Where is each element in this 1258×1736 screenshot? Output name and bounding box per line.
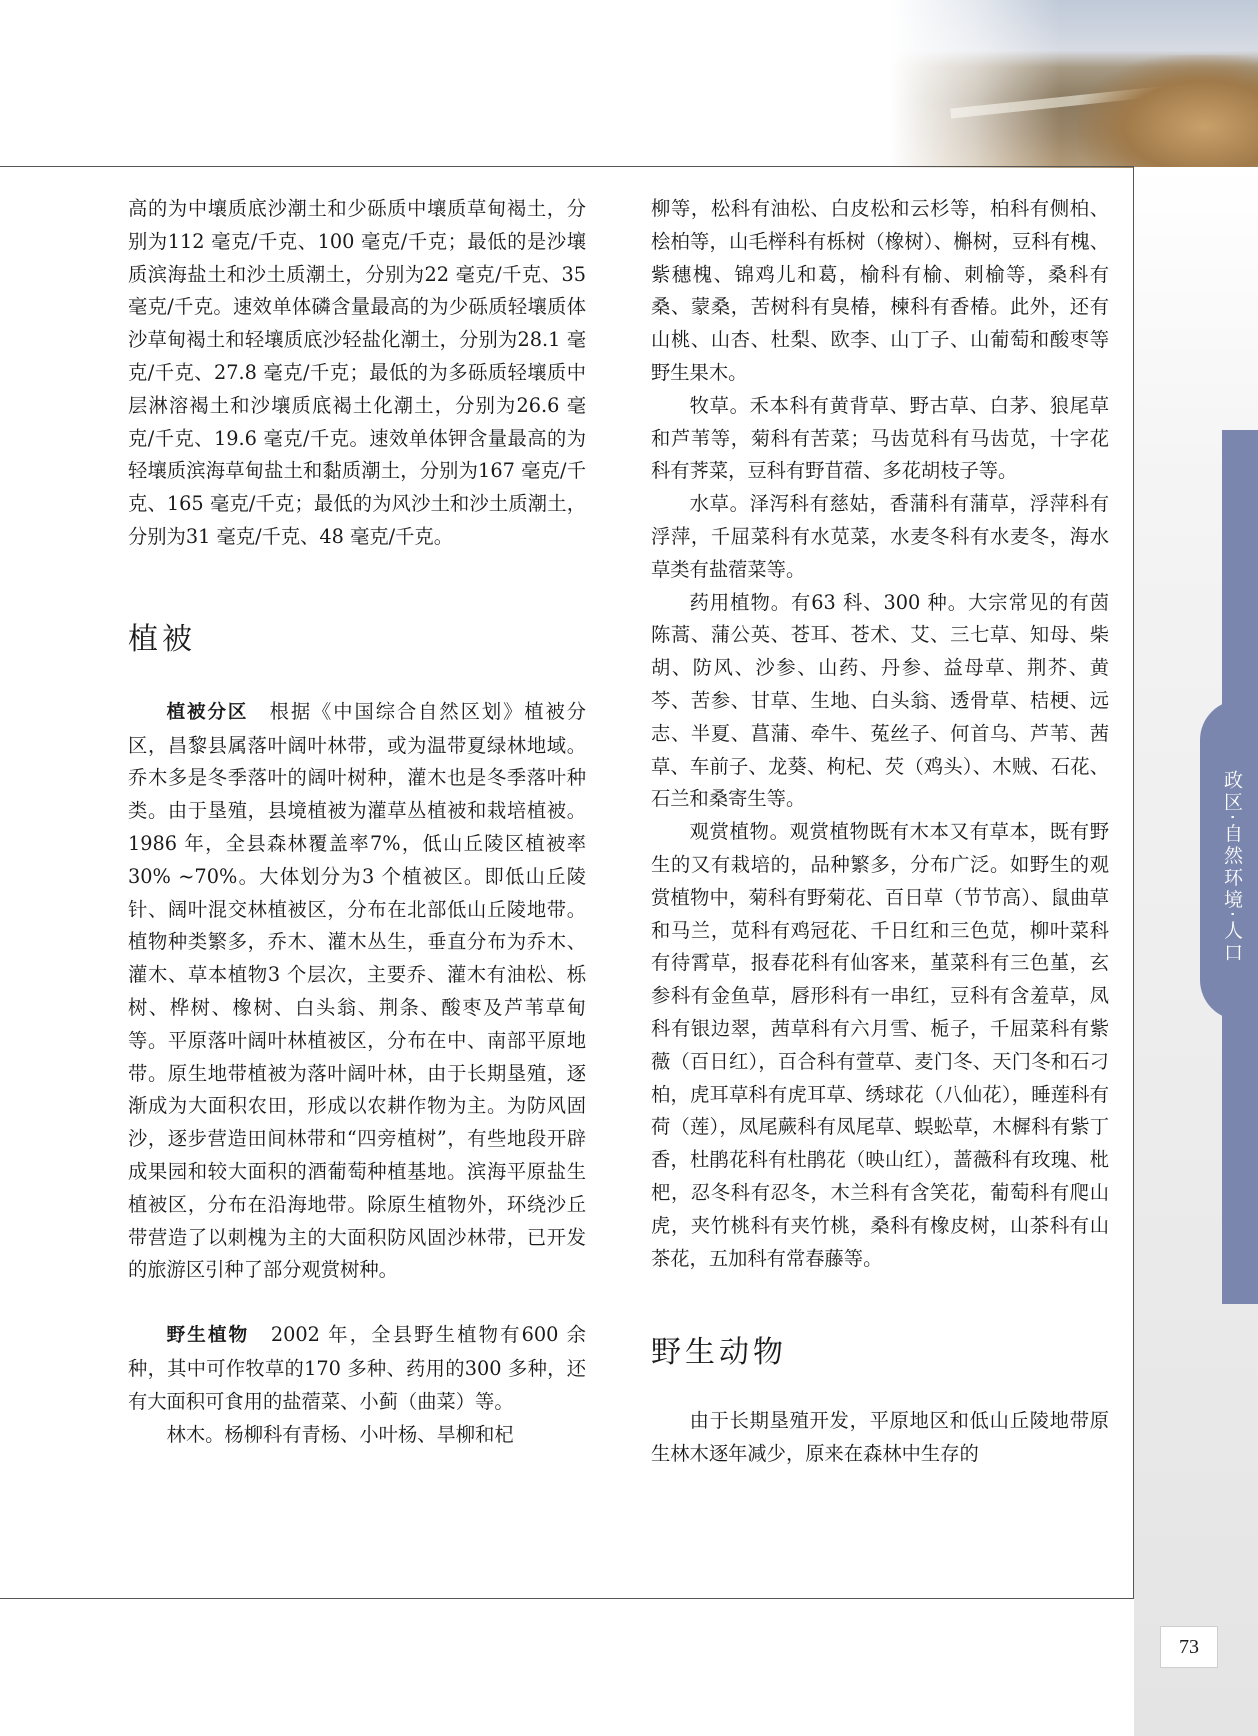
lead-wild-plants: 野生植物 xyxy=(166,1325,250,1347)
paragraph-medicinal: 药用植物。有63 科、300 种。大宗常见的有茵陈蒿、蒲公英、苍耳、苍术、艾、三七草、知母、柴胡、防风、沙参、山药、丹参、益母草、荆芥、黄芩、苦参、甘草、生地、白头翁、透骨草、桔梗、远志、半夏、菖蒲、牵牛、菟丝子、何首乌、芦苇、茜草、车前子、龙葵、枸杞、芡（鸡头）、木贼、石花、石兰和桑寄生等。 xyxy=(651,590,1109,811)
paragraph-water-plants: 水草。泽泻科有慈姑，香蒲科有蒲草，浮萍科有浮萍，千屈菜科有水苋菜，水麦冬科有水麦冬，海水草类有盐蓿菜等。 xyxy=(651,492,1109,581)
lead-zoning: 植被分区 xyxy=(166,701,249,723)
wild-plants-text: 2002 年，全县野生植物有600 余种，其中可作牧草的170 多种、药用的300 多种，还有大面积可食用的盐蓿菜、小蓟（曲菜）等。 xyxy=(128,1323,586,1413)
vertical-rule xyxy=(1133,166,1134,1599)
heading-vegetation: 植被 xyxy=(128,621,196,657)
paragraph-soil: 高的为中壤质底沙潮土和少砾质中壤质草甸褐土，分别为112 毫克/千克、100 毫克/千克；最低的是沙壤质滨海盐土和沙土质潮土，分别为22 毫克/千克、35 毫克/千克。速效单体磷含量最高的为少砾质轻壤质体沙草甸褐土和轻壤质底沙轻盐化潮土，分别为28.1 毫克/千克、27.8 毫克/千克；最低的为多砾质轻壤质中层淋溶褐土和沙壤质底褐土化潮土，分别为26.6 毫克/千克、19.6 毫克/千克。速效单体钾含量最高的为轻壤质滨海草甸盐土和黏质潮土，分别为167 毫克/千克、165 毫克/千克；最低的为风沙土和沙土质潮土，分别为31 毫克/千克、48 毫克/千克。 xyxy=(128,197,586,548)
paragraph-wild-plants xyxy=(128,1319,586,1418)
photo-rock xyxy=(1078,55,1258,168)
page-number: 73 xyxy=(1160,1626,1218,1668)
paragraph-zoning xyxy=(128,696,586,1287)
zoning-text: 根据《中国综合自然区划》植被分区，昌黎县属落叶阔叶林带，或为温带夏绿林地域。乔木多是冬季落叶的阔叶树种，灌木也是冬季落叶种类。由于垦殖，县境植被为灌草丛植被和栽培植被。1986 年，全县森林覆盖率7%，低山丘陵区植被率30% ~70%。大体划分为3 个植被区。即低山丘陵针、阔叶混交林植被区，分布在北部低山丘陵地带。植物种类繁多，乔木、灌木丛生，垂直分布为乔木、灌木、草本植物3 个层次，主要乔、灌木有油松、栎树、桦树、橡树、白头翁、荆条、酸枣及芦苇草甸等。平原落叶阔叶林植被区，分布在中、南部平原地带。原生地带植被为落叶阔叶林，由于长期垦殖，逐渐成为大面积农田，形成以农耕作物为主。为防风固沙，逐步营造田间林带和“四旁植树”，有些地段开辟成果园和较大面积的酒葡萄种植基地。滨海平原盐生植被区，分布在沿海地带。除原生植物外，环绕沙丘带营造了以刺槐为主的大面积防风固沙林带，已开发的旅游区引种了部分观赏树种。 xyxy=(128,699,587,1282)
header-landscape-photo xyxy=(890,0,1258,168)
paragraph-forage: 牧草。禾本科有黄背草、野古草、白茅、狼尾草和芦苇等，菊科有苦菜；马齿苋科有马齿苋，十字花科有荠菜，豆科有野苜蓿、多花胡枝子等。 xyxy=(651,393,1109,483)
bottom-rule xyxy=(0,1598,1133,1599)
paragraph-forest-start: 林木。杨柳科有青杨、小叶杨、旱柳和杞 xyxy=(166,1422,514,1446)
paragraph-animals: 由于长期垦殖开发，平原地区和低山丘陵地带原生林木逐年减少，原来在森林中生存的 xyxy=(651,1409,1109,1466)
top-rule xyxy=(0,166,1133,167)
paragraph-ornamental: 观赏植物。观赏植物既有木本又有草本，既有野生的又有栽培的，品种繁多，分布广泛。如野生的观赏植物中，菊科有野菊花、百日草（节节高）、鼠曲草和马兰，苋科有鸡冠花、千日红和三色苋，柳叶菜科有待霄草，报春花科有仙客来，堇菜科有三色堇，玄参科有金鱼草，唇形科有一串红，豆科有含羞草，凤科有银边翠，茜草科有六月雪、栀子，千屈菜科有紫薇（百日红），百合科有萱草、麦门冬、天门冬和石刁柏，虎耳草科有虎耳草、绣球花（八仙花），睡莲科有荷（莲），凤尾蕨科有凤尾草、蜈蚣草，木樨科有紫丁香，杜鹃花科有杜鹃花（映山红），蔷薇科有玫瑰、枇杷，忍冬科有忍冬，木兰科有含笑花，葡萄科有爬山虎，夹竹桃科有夹竹桃，桑科有橡皮树，山茶科有山茶花，五加科有常春藤等。 xyxy=(651,820,1109,1270)
photo-fade xyxy=(890,0,1060,168)
left-column xyxy=(128,193,586,1451)
heading-wild-animals: 野生动物 xyxy=(651,1335,787,1371)
paragraph-forest-cont: 柳等，松科有油松、白皮松和云杉等，柏科有侧柏、桧柏等，山毛榉科有栎树（橡树）、槲树，豆科有槐、紫穗槐、锦鸡儿和葛，榆科有榆、刺榆等，桑科有桑、蒙桑，苦树科有臭椿，楝科有香椿。此外，还有山桃、山杏、杜梨、欧李、山丁子、山葡萄和酸枣等野生果木。 xyxy=(651,197,1109,384)
side-tab-label: 政区·自然环境·人口 xyxy=(1221,770,1243,965)
right-column xyxy=(651,193,1109,1471)
